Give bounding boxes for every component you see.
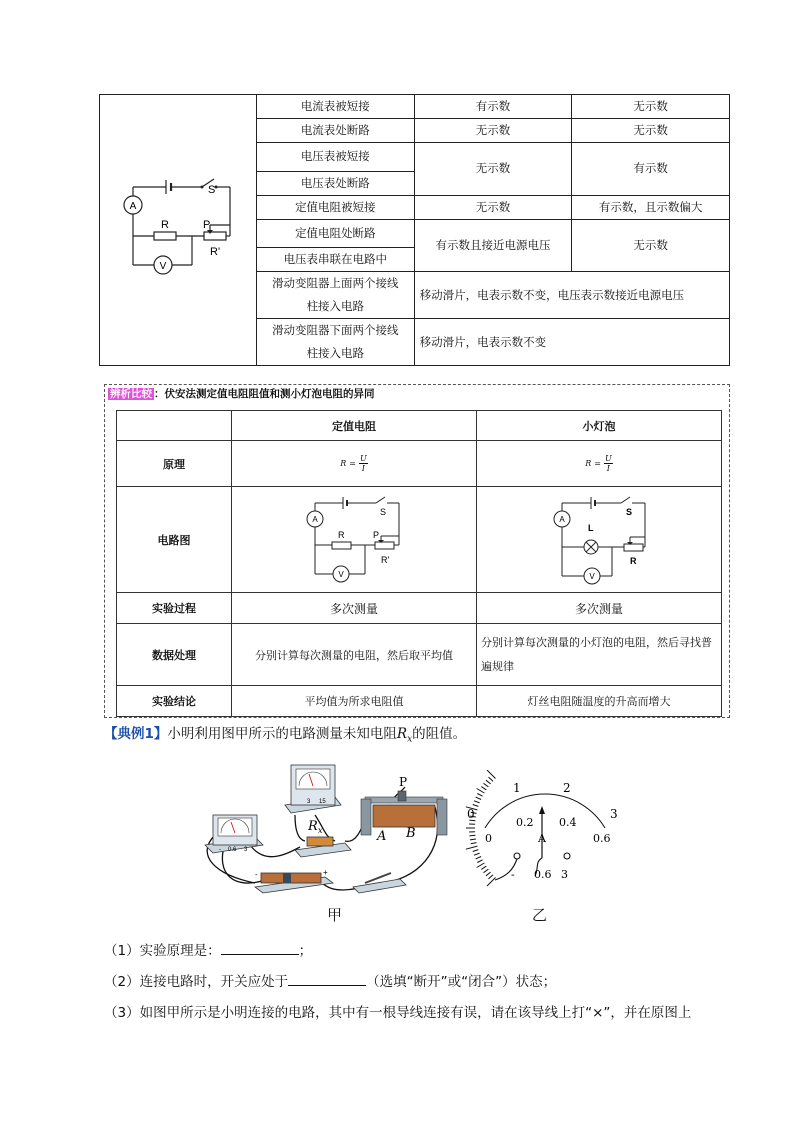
outer-label: 2 [563, 781, 571, 795]
col-header-resistor: 定值电阻 [232, 411, 477, 441]
dial-tick [487, 878, 496, 887]
voltmeter-15-label: 15 [319, 799, 326, 805]
ammeter-minus-label: - [219, 847, 221, 853]
voltmeter-reading-cell: 无示数 [572, 219, 730, 272]
ammeter-reading-cell: 有示数 [414, 95, 572, 119]
dial-scale [485, 794, 605, 828]
question-1-text: （1）实验原理是： [104, 943, 221, 959]
conclusion-resistor-cell: 平均值为所求电阻值 [232, 686, 477, 717]
principle-resistor-cell [232, 441, 477, 487]
ammeter-device [205, 815, 263, 853]
voltmeter-label: V [588, 572, 595, 581]
fault-cell: 定值电阻被短接 [256, 195, 414, 219]
dial-tick [470, 839, 476, 840]
slider-label: P [203, 219, 211, 231]
rheostat-device [361, 775, 447, 844]
dial-tick [484, 869, 489, 873]
rheostat-label: R [629, 556, 636, 566]
formula-num: U [359, 454, 367, 463]
inner-label: 0.2 [516, 816, 534, 829]
fault-line: 滑动变阻器上面两个接线 [272, 276, 399, 290]
formula-resistor [340, 454, 367, 473]
ammeter-label: A [558, 515, 565, 524]
fault-table [99, 94, 730, 366]
formula-den: I [606, 464, 610, 473]
principle-bulb-cell [477, 441, 722, 487]
voltmeter-reading-cell: 有示数，且示数偏大 [572, 195, 730, 219]
ammeter-reading-cell: 无示数 [414, 195, 572, 219]
bulb-circuit-diagram [478, 487, 721, 589]
example-heading [104, 725, 466, 749]
row-header-circuit: 电路图 [117, 487, 232, 593]
outer-label: 0 [467, 807, 475, 821]
dial-tick [473, 850, 479, 852]
switch-label: S [625, 507, 632, 517]
ammeter-reading-cell: 有示数且接近电源电压 [414, 219, 572, 272]
lamp-label: L [587, 523, 593, 533]
dial-tick [477, 863, 485, 868]
voltmeter-reading-cell: 有示数 [572, 143, 730, 196]
switch-label: S [208, 184, 216, 196]
dial-tick [481, 787, 486, 790]
answer-blank-2[interactable] [288, 973, 366, 986]
fault-cell: 定值电阻处断路 [256, 219, 414, 248]
dial-tick [487, 770, 496, 779]
fault-line: 滑动变阻器下面两个接线 [272, 323, 399, 337]
example-tail: 的阻值。 [412, 726, 467, 742]
fault-cell [256, 272, 414, 319]
apparatus-figure [195, 755, 455, 900]
resistor-label: R [337, 530, 344, 540]
rheostat-b-label: B [406, 826, 416, 841]
dial-tick [474, 801, 480, 803]
question-1 [104, 942, 312, 960]
outer-label: 1 [513, 781, 521, 795]
formula-eq: = [349, 459, 356, 468]
outer-label: 3 [610, 807, 618, 821]
example-tag: 【典例1】 [104, 726, 168, 742]
circuit-resistor-cell [232, 487, 477, 593]
battery-plus-label: + [323, 868, 328, 877]
data-resistor-cell: 分别计算每次测量的电阻，然后取平均值 [232, 624, 477, 686]
process-resistor-cell: 多次测量 [232, 593, 477, 624]
slider-label: P [372, 530, 379, 540]
dial-tick [476, 797, 482, 799]
voltmeter-device [285, 765, 341, 813]
resistor-label: R [161, 219, 170, 231]
voltmeter-3-label: 3 [307, 799, 311, 805]
dial-figure [455, 770, 645, 890]
row-header-conclusion: 实验结论 [117, 686, 232, 717]
rx-resistor-device [295, 819, 351, 857]
merged-reading-cell: 移动滑片，电表示数不变 [414, 319, 729, 366]
example-var: R [396, 726, 408, 742]
question-2-end: （选填“断开”或“闭合”）状态； [366, 974, 557, 990]
terminal-label: 3 [561, 868, 568, 881]
voltmeter-label: V [337, 570, 344, 579]
rx-label: R [308, 819, 318, 834]
col-header-bulb: 小灯泡 [477, 411, 722, 441]
formula-lhs: R [340, 459, 347, 468]
battery-device [255, 868, 333, 893]
battery-minus-label: - [255, 870, 258, 879]
question-2-text: （2）连接电路时，开关应处于 [104, 974, 289, 990]
voltmeter-label: V [160, 261, 167, 272]
row-header-process: 实验过程 [117, 593, 232, 624]
fig-a-caption: 甲 [327, 906, 343, 924]
ammeter-06-label: 0.6 [228, 847, 237, 853]
answer-blank-1[interactable] [221, 942, 299, 955]
dial-tick [477, 794, 482, 797]
merged-reading-cell: 移动滑片，电表示数不变，电压表示数接近电源电压 [414, 272, 729, 319]
terminal-label: - [511, 868, 515, 881]
example-sub: x [407, 734, 413, 745]
question-3: （3）如图甲所示是小明连接的电路，其中有一根导线连接有误，请在该导线上打“×”，并在原图上 [104, 1005, 692, 1021]
terminal-label: 0.6 [534, 868, 552, 881]
dial-tick [489, 875, 494, 879]
fault-cell: 电压表串联在电路中 [256, 248, 414, 272]
ammeter-3-label: 3 [244, 847, 248, 853]
inner-label: 0.4 [559, 816, 577, 829]
compare-tag: 辨析比较 [110, 388, 152, 400]
fig-b-caption: 乙 [532, 906, 548, 924]
dial-tick [489, 777, 494, 781]
question-2 [104, 973, 556, 991]
fault-cell [256, 319, 414, 366]
fault-cell: 电压表处断路 [256, 171, 414, 195]
compare-title: 伏安法测定值电阻阻值和测小灯泡电阻的异同 [164, 388, 375, 400]
fault-cell: 电流表处断路 [256, 119, 414, 143]
conclusion-bulb-cell: 灯丝电阻随温度的升高而增大 [477, 686, 722, 717]
row-header-principle: 原理 [117, 441, 232, 487]
dial-tick [477, 860, 482, 863]
switch-label: S [379, 507, 386, 517]
dial-tick [471, 843, 477, 844]
rheostat-label: R' [210, 246, 221, 258]
dial-tick [476, 857, 482, 859]
compare-heading: 辨析比较 ：伏安法测定值电阻阻值和测小灯泡电阻的异同 [110, 388, 375, 400]
fault-cell: 电流表被短接 [256, 95, 414, 119]
switch-device [353, 873, 406, 893]
ammeter-reading-cell: 无示数 [414, 143, 572, 196]
formula-num: U [604, 454, 612, 463]
formula-eq: = [594, 459, 601, 468]
inner-label: 0 [485, 832, 492, 845]
fault-line: 柱接入电路 [306, 346, 365, 360]
needle-label: A [538, 832, 546, 845]
ammeter-label: A [130, 201, 137, 212]
formula-lhs: R [585, 459, 592, 468]
dial-tick [484, 783, 489, 787]
voltmeter-reading-cell: 无示数 [572, 119, 730, 143]
dial-tick [469, 835, 475, 836]
dial-tick [481, 866, 486, 869]
example-text: 小明利用图甲所示的电路测量未知电阻 [167, 726, 397, 742]
formula-den: I [361, 464, 365, 473]
rx-sub-label: x [318, 826, 323, 835]
dial-tick [486, 872, 491, 876]
question-1-end: ； [298, 943, 313, 959]
voltmeter-reading-cell: 无示数 [572, 95, 730, 119]
dial-ticks [466, 770, 496, 886]
dial-tick [466, 846, 478, 849]
circuit-diagram [100, 95, 255, 357]
ammeter-reading-cell: 无示数 [414, 119, 572, 143]
resistor-circuit-diagram [233, 487, 476, 589]
inner-label: 0.6 [593, 832, 611, 845]
compare-table [116, 410, 722, 717]
circuit-diagram-cell [100, 95, 257, 366]
ammeter-label: A [311, 515, 318, 524]
circuit-bulb-cell [477, 487, 722, 593]
fault-cell: 电压表被短接 [256, 143, 414, 172]
data-bulb-cell: 分别计算每次测量的小灯泡的电阻，然后寻找普遍规律 [477, 624, 722, 686]
formula-bulb [585, 454, 612, 473]
dial-tick [477, 789, 485, 794]
process-bulb-cell: 多次测量 [477, 593, 722, 624]
rheostat-p-label: P [399, 775, 408, 789]
rheostat-a-label: A [377, 829, 387, 844]
dial-tick [474, 853, 480, 855]
fault-line: 柱接入电路 [306, 299, 365, 313]
row-header-data: 数据处理 [117, 624, 232, 686]
dial-tick [486, 780, 491, 784]
rheostat-label: R' [380, 555, 389, 565]
